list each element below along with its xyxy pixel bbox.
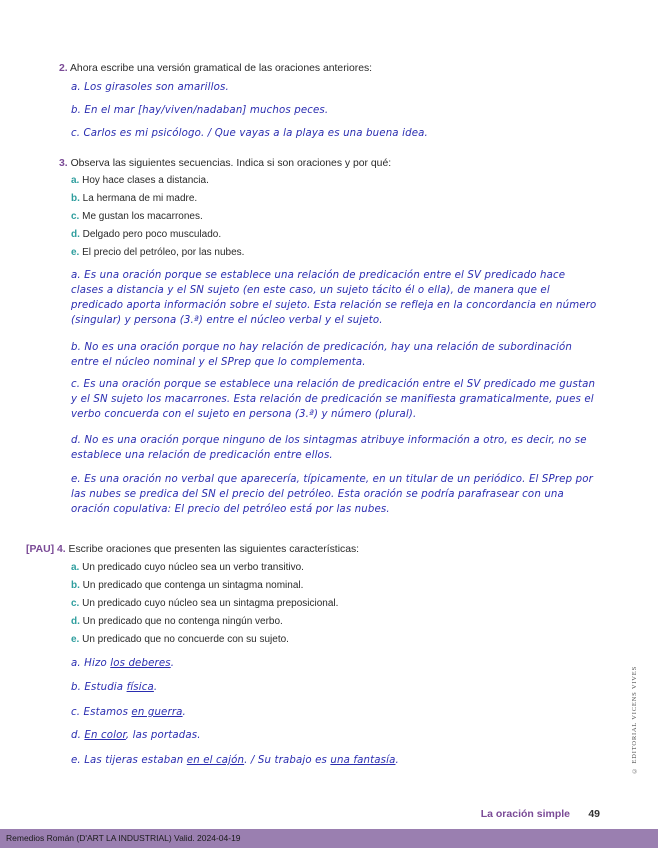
list-item: a. Hoy hace clases a distancia. — [71, 175, 209, 186]
answer-3a: a. Es una oración porque se establece una relación de predicación entre el SV predicado hace clases a distancia y el SN sujeto (en este caso, un sujeto tácito él o ella), de manera que el predicado aporta información sobre el sujeto. Esta relación se refleja en la concordancia en número (singular) y persona (3.ª) entre el núcleo verbal y el sujeto. — [71, 270, 597, 326]
answer-3c: c. Es una oración porque se establece una relación de predicación entre el SV predicado me gustan y el SN sujeto los macarrones. Esta relación de predicación se manifiesta gramaticalmente, pues el verbo concuerda con el sujeto en persona (3.ª) y número (plural). — [71, 379, 596, 420]
answer-3b: b. No es una oración porque no hay relación de predicación, hay una relación de subordinación entre el núcleo nominal y el SPrep que lo complementa. — [71, 342, 572, 368]
list-item: b. La hermana de mi madre. — [71, 193, 198, 204]
question-text: Ahora escribe una versión gramatical de las oraciones anteriores: — [70, 63, 373, 74]
list-item: a. Un predicado cuyo núcleo sea un verbo transitivo. — [71, 562, 304, 573]
list-item: d. Delgado pero poco musculado. — [71, 229, 222, 240]
list-item: e. Un predicado que no concuerde con su sujeto. — [71, 634, 289, 645]
question-2 — [59, 62, 372, 75]
license-text: Remedios Román (D'ART LA INDUSTRIAL) Valid. 2024-04-19 — [6, 833, 241, 843]
question-number: 4. — [56, 544, 66, 555]
answer-4a: a. Hizo los deberes. — [71, 658, 175, 669]
question-text: Observa las siguientes secuencias. Indica si son oraciones y por qué: — [70, 158, 392, 169]
list-item: c. Un predicado cuyo núcleo sea un sintagma preposicional. — [71, 598, 339, 609]
answer-3d: d. No es una oración porque ninguno de los sintagmas atribuye información a otro, es decir, no se establece una relación de predicación entre ellos. — [71, 435, 587, 461]
list-item: b. Un predicado que contenga un sintagma nominal. — [71, 580, 304, 591]
copyright-side-text: © EDITORIAL VICENS VIVES — [631, 666, 638, 774]
question-number: 2. — [59, 63, 68, 74]
answer-4c: c. Estamos en guerra. — [71, 707, 186, 718]
page-number: 49 — [588, 808, 600, 820]
list-item: d. Un predicado que no contenga ningún verbo. — [71, 616, 283, 627]
answer-3e: e. Es una oración no verbal que aparecería, típicamente, en un titular de un periódico. El SPrep por las nubes se predica del SN el precio del petróleo. Esta oración se podría parafrasear con una oración copulativa: El precio del petróleo está por las nubes. — [71, 474, 593, 515]
footer-chapter-title: La oración simple — [480, 808, 570, 820]
answer-2c: c. Carlos es mi psicólogo. / Que vayas a la playa es una buena idea. — [71, 128, 428, 139]
question-3 — [59, 157, 391, 170]
answer-2b: b. En el mar [hay/viven/nadaban] muchos peces. — [71, 105, 329, 116]
pau-tag: [PAU] — [26, 544, 55, 555]
answer-4e: e. Las tijeras estaban en el cajón. / Su trabajo es una fantasía. — [71, 755, 399, 766]
list-item: e. El precio del petróleo, por las nubes. — [71, 247, 245, 258]
answer-4b: b. Estudia física. — [71, 682, 158, 693]
list-item: c. Me gustan los macarrones. — [71, 211, 203, 222]
question-text: Escribe oraciones que presenten las siguientes características: — [68, 544, 360, 555]
answer-2a: a. Los girasoles son amarillos. — [71, 82, 229, 93]
question-4 — [26, 543, 359, 556]
license-bar — [0, 829, 658, 848]
question-number: 3. — [59, 158, 68, 169]
answer-4d: d. En color, las portadas. — [71, 730, 201, 741]
